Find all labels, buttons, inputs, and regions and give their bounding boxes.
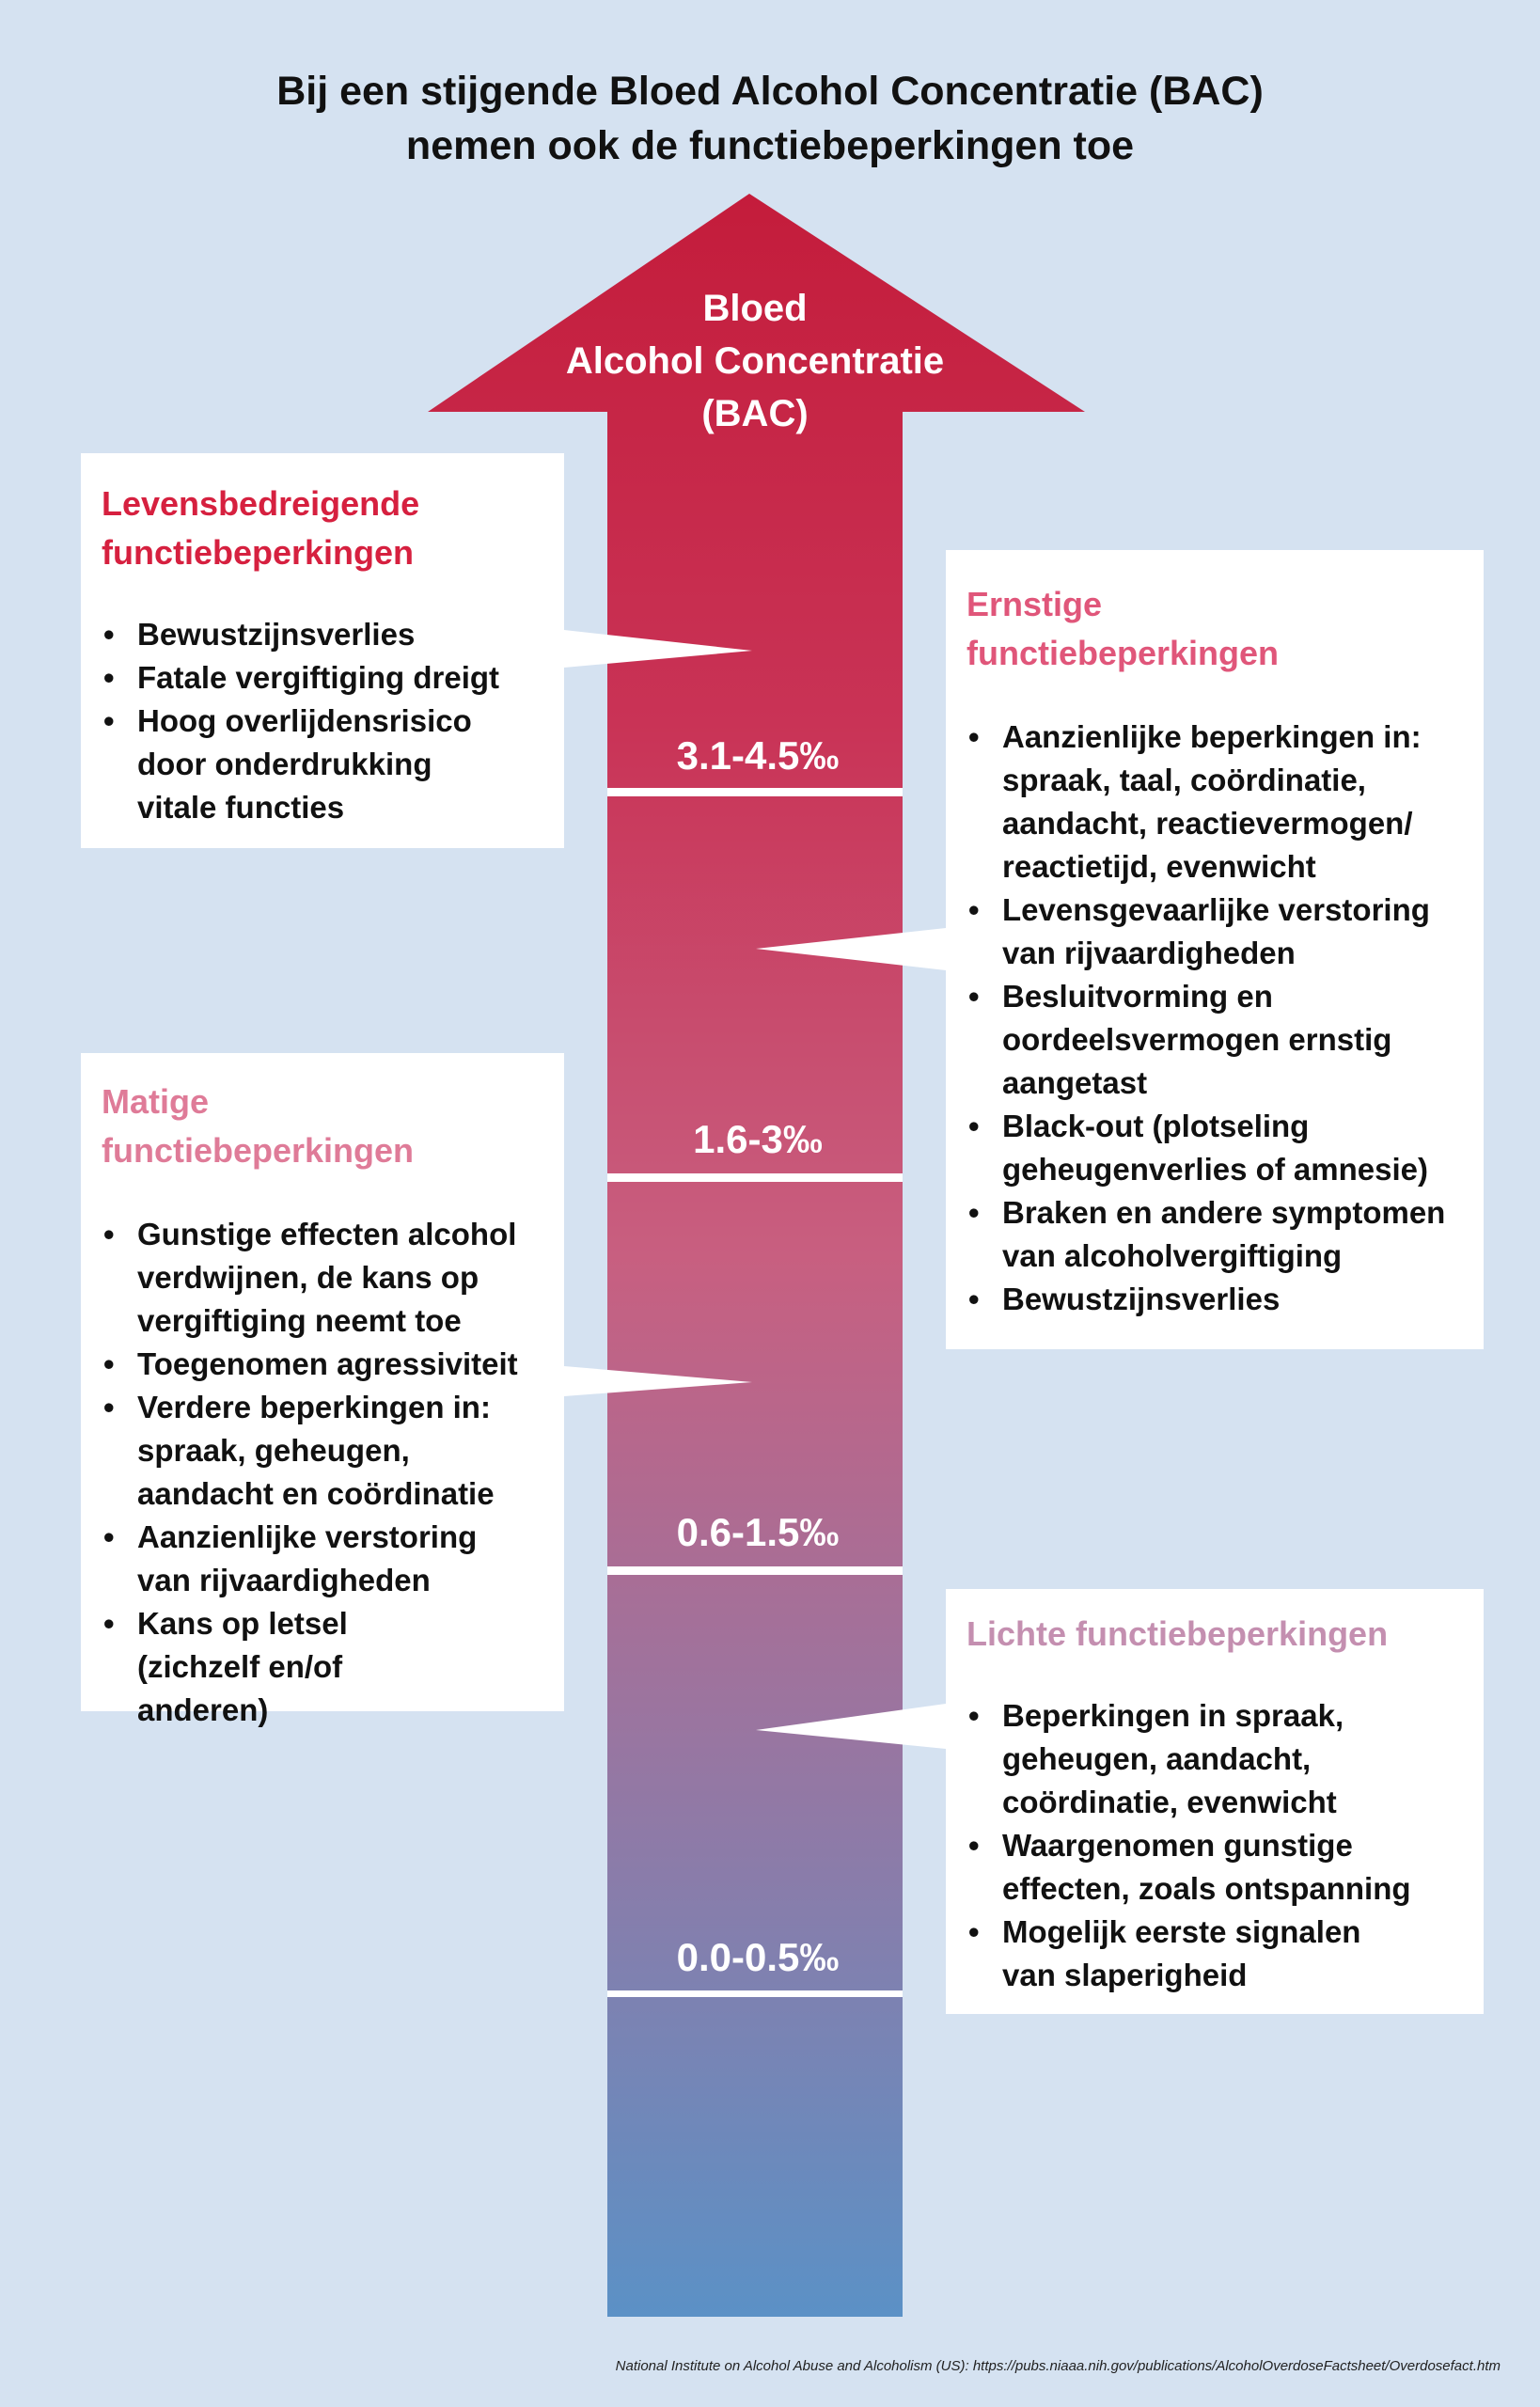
list-item: • Waargenomen gunstige effecten, zoals ontspanning [966, 1824, 1465, 1911]
card-light [946, 1589, 1484, 2014]
title-line-1: Bij een stijgende Bloed Alcohol Concentratie (BAC) [276, 69, 1264, 114]
card-title: Levensbedreigende functiebeperkingen [102, 484, 420, 572]
list-item: • Toegenomen agressiviteit [102, 1343, 545, 1386]
list-item: • Fatale vergiftiging dreigt [102, 656, 545, 700]
arrow-label [565, 282, 945, 440]
list-item: • Hoog overlijdensrisico door onderdrukking vitale functies [102, 700, 545, 829]
range-label: 3.1-4.5‰ [676, 733, 840, 778]
list-item: • Bewustzijnsverlies [966, 1278, 1465, 1321]
list-item: • Gunstige effecten alcohol verdwijnen, de kans op vergiftiging neemt toe [102, 1213, 545, 1343]
impairment-list [966, 1694, 1465, 1997]
range-label: 1.6-3‰ [693, 1117, 823, 1161]
list-item: • Black-out (plotseling geheugenverlies of amnesie) [966, 1105, 1465, 1191]
list-item: • Levensgevaarlijke verstoring van rijvaardigheden [966, 889, 1465, 975]
divider-line [607, 1173, 903, 1182]
card-title: Lichte functiebeperkingen [966, 1614, 1389, 1653]
list-item: • Braken en andere symptomen van alcoholvergiftiging [966, 1191, 1465, 1278]
impairment-list [102, 613, 545, 829]
range-label: 0.0-0.5‰ [676, 1935, 840, 1979]
arrow-label-line-3: (BAC) [701, 393, 809, 434]
card-life-threatening [81, 453, 564, 848]
card-moderate [81, 1053, 564, 1727]
source-citation: National Institute on Alcohol Abuse and Alcoholism (US): https://pubs.niaaa.nih.gov/publications/AlcoholOverdoseFactsheet/Overdosefact.htm [615, 2358, 1501, 2374]
list-item: • Beperkingen in spraak, geheugen, aandacht, coördinatie, evenwicht [966, 1694, 1465, 1824]
list-item: • Besluitvorming en oordeelsvermogen ernstig aangetast [966, 975, 1465, 1105]
range-label: 0.6-1.5‰ [676, 1510, 840, 1554]
divider-line [607, 1990, 903, 1997]
divider-line [607, 1566, 903, 1575]
impairment-list [966, 716, 1465, 1321]
list-item: • Mogelijk eerste signalen van slaperigheid [966, 1911, 1465, 1997]
card-severe [946, 550, 1484, 1349]
card-title: Matige functiebeperkingen [102, 1082, 415, 1170]
arrow-label-line-2: Alcohol Concentratie [565, 340, 945, 382]
list-item: • Aanzienlijke verstoring van rijvaardigheden [102, 1516, 545, 1602]
list-item: • Bewustzijnsverlies [102, 613, 545, 656]
arrow-label-line-1: Bloed [702, 288, 808, 329]
impairment-list [102, 1213, 545, 1732]
divider-line [607, 788, 903, 796]
card-title: Ernstige functiebeperkingen [966, 585, 1280, 672]
list-item: • Kans op letsel (zichzelf en/of anderen) [102, 1602, 545, 1732]
title-line-2: nemen ook de functiebeperkingen toe [405, 123, 1135, 168]
list-item: • Verdere beperkingen in: spraak, geheugen, aandacht en coördinatie [102, 1386, 545, 1516]
list-item: • Aanzienlijke beperkingen in: spraak, taal, coördinatie, aandacht, reactievermogen/ reactietijd, evenwicht [966, 716, 1465, 889]
